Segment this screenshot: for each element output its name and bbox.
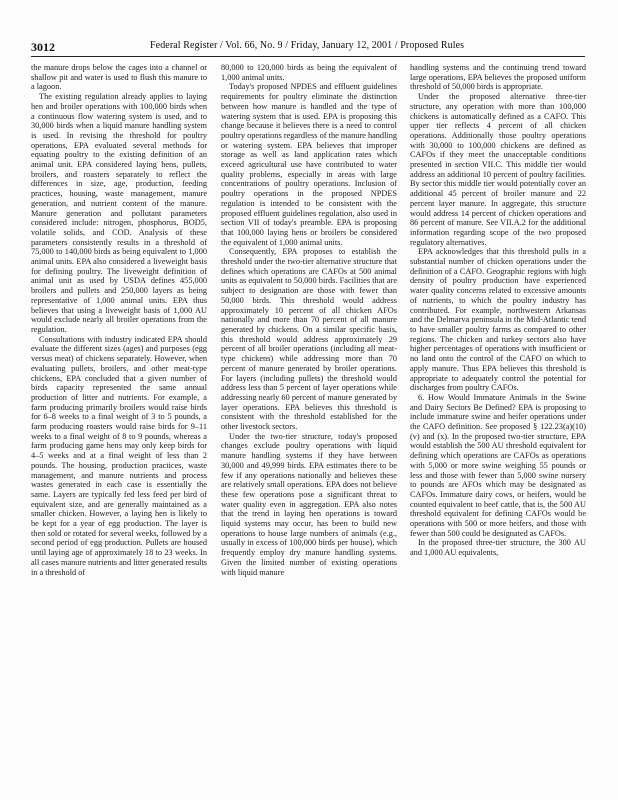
paragraph: handling systems and the continuing trend toward large operations, EPA believes the proposed uniform threshold of 50,000 birds is appropriate.	[410, 63, 586, 92]
page-number: 3012	[31, 40, 55, 54]
paragraph: EPA acknowledges that this threshold pulls in a substantial number of chicken operations under the definition of a CAFO. Geographic regions with high density of poultry production have experienced water quality concerns related to excessive amounts of nutrients, to which the poultry industry has contributed. For example, northwestern Arkansas and the Delmarva peninsula in the Mid-Atlantic tend to have smaller poultry farms as compared to other regions. The chicken and turkey sectors also have higher percentages of operations with insufficient or no land onto the control of the CAFO on which to apply manure. Thus EPA believes this threshold is appropriate to adequately control the potential for discharges from poultry CAFOs.	[410, 247, 586, 393]
paragraph: 6. How Would Immature Animals in the Swine and Dairy Sectors Be Defined? EPA is proposing to include immature swine and heifer operations under the CAFO definition. See proposed § 122.23(a)(10)(v) and (x). In the proposed two-tier structure, EPA would establish the 500 AU threshold equivalent for defining which operations are CAFOs as operations with 5,000 or more swine weighing 55 pounds or less and those with fewer than 5,000 swine nursery to pounds are AFOs which may be designated as CAFOs. Immature dairy cows, or heifers, would be counted equivalent to beef cattle, that is, the 500 AU threshold equivalent for defining CAFOs would be operations with 500 or more heifers, and those with fewer than 500 could be designated as CAFOs.	[410, 392, 586, 538]
text-column-3	[410, 63, 586, 773]
paragraph: Consequently, EPA proposes to establish the threshold under the two-tier alternative structure that defines which operations are CAFOs at 500 animal units as equivalent to 50,000 birds. Facilities that are subject to designation are those with fewer than 50,000 birds. This threshold would address approximately 10 percent of all chicken AFOs nationally and more than 70 percent of all manure generated by chickens. On a similar specific basis, this threshold would address approximately 29 percent of all broiler operations (including all meat-type chickens) while addressing more than 70 percent of manure generated by broiler operations. For layers (including pullets) the threshold would address less than 5 percent of layer operations while addressing nearly 60 percent of manure generated by layer operations. EPA believes this threshold is consistent with the threshold established for the other livestock sectors.	[221, 247, 397, 432]
paragraph: the manure drops below the cages into a channel or shallow pit and water is used to flush this manure to a lagoon.	[31, 63, 207, 92]
paragraph: The existing regulation already applies to laying hen and broiler operations with 100,000 birds when a continuous flow watering system is used, and to 30,000 birds when a liquid manure handling system is used. In revising the threshold for poultry operations, EPA evaluated several methods for equating poultry to the existing definition of an animal unit. EPA considered laying hens, pullets, broilers, and roasters separately to reflect the differences in size, age, production, feeding practices, housing, waste management, manure generation, and nutrient content of the manure. Manure generation and pollutant parameters considered include: nitrogen, phosphorus, BOD5, volatile solids, and COD. Analysis of these parameters consistently results in a threshold of 75,000 to 140,000 birds as being equivalent to 1,000 animal units. EPA also considered a liveweight basis for defining poultry. The liveweight definition of animal unit as used by USDA defines 455,000 broilers and pullets and 250,000 layers as being representative of 1,000 animal units. EPA thus believes that using a liveweight basis of 1,000 AU would exclude nearly all broiler operations from the regulation.	[31, 92, 207, 334]
header-rule	[31, 56, 585, 57]
running-head: Federal Register / Vol. 66, No. 9 / Friday, January 12, 2001 / Proposed Rules	[150, 40, 465, 51]
text-column-2	[221, 63, 397, 773]
paragraph: Under the two-tier structure, today's proposed changes exclude poultry operations with liquid manure handling systems if they have between 30,000 and 49,999 birds. EPA estimates there to be few if any operations nationally and believes these are relatively small operations. EPA does not believe these few operations pose a significant threat to water quality even in aggregation. EPA also notes that the trend in laying hen operations is toward liquid systems may occur, has been to build new operations to house large numbers of animals (e.g., usually in excess of 100,000 birds per house), which frequently employ dry manure handling systems. Given the limited number of existing operations with liquid manure	[221, 431, 397, 577]
paragraph: 80,000 to 120,000 birds as being the equivalent of 1,000 animal units.	[221, 63, 397, 82]
paragraph: Consultations with industry indicated EPA should evaluate the different sizes (ages) and purposes (egg versus meat) of chickens separately. However, when evaluating pullets, broilers, and other meat-type chickens, EPA concluded that a given number of birds capacity represented the same annual production of litter and nutrients. For example, a farm producing primarily broilers would raise birds for 6–8 weeks to a final weight of 3 to 5 pounds, a farm producing roasters would raise birds for 9–11 weeks to a final weight of 8 to 9 pounds, whereas a farm producing game hens may only keep birds for 4–5 weeks and at a final weight of less than 2 pounds. The housing, production practices, waste management, and manure nutrients and process wastes generated in each case is essentially the same. Layers are typically fed less feed per bird of equivalent size, and are generally maintained as a smaller chicken. However, a laying hen is likely to be kept for a year of egg production. The layer is then sold or rotated for several weeks, followed by a second period of egg production. Pullets are housed until laying age of approximately 18 to 23 weeks. In all cases manure nutrients and litter generated results in a threshold of	[31, 334, 207, 577]
paragraph: Today's proposed NPDES and effluent guidelines requirements for poultry eliminate the distinction between how manure is handled and the type of watering system that is used. EPA is proposing this change because it believes there is a need to control poultry operations regardless of the manure handling or watering system. EPA believes that improper storage as well as land application rates which exceed agricultural use have contributed to water quality problems, especially in areas with large concentrations of poultry operations. Inclusion of poultry operations in the proposed NPDES regulation is intended to be consistent with the proposed effluent guidelines regulation, also used in section VII of today's preamble. EPA is proposing that 100,000 laying hens or broilers be considered the equivalent of 1,000 animal units.	[221, 82, 397, 247]
text-column-1	[31, 63, 207, 773]
paragraph: Under the proposed alternative three-tier structure, any operation with more than 100,000 chickens is automatically defined as a CAFO. This upper tier reflects 4 percent of all chicken operations. Additionally those poultry operations with 30,000 to 100,000 chickens are defined as CAFOs if they meet the unacceptable conditions presented in section VII.C. This middle tier would address an additional 10 percent of poultry facilities. By sector this middle tier would potentially cover an additional 45 percent of broiler manure and 22 percent layer manure. In aggregate, this structure would address 14 percent of chicken operations and 86 percent of manure. See VII.A.2 for the additional information regarding scope of the two proposed regulatory alternatives.	[410, 92, 586, 247]
paragraph: In the proposed three-tier structure, the 300 AU and 1,000 AU equivalents,	[410, 538, 586, 558]
